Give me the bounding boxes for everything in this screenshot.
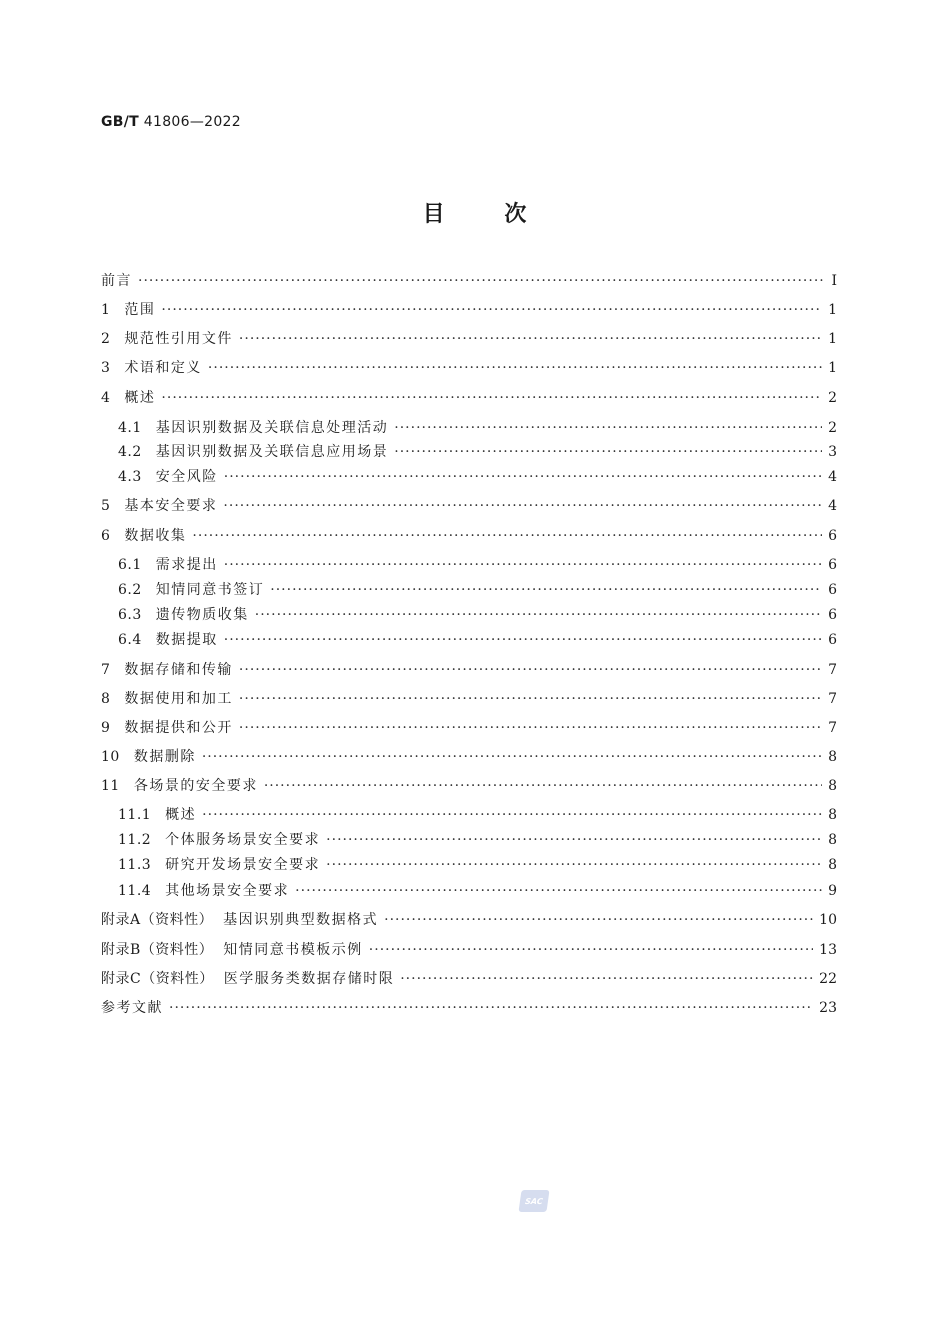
toc-entry-title: 医学服务类数据存储时限 [223,971,395,987]
toc-entry-page: 3 [828,444,837,460]
toc-entry-title: 需求提出 [155,557,218,573]
toc-entry[interactable] [118,804,837,824]
toc-entry-page: 4 [828,498,837,514]
toc-entry-title: 知情同意书模板示例 [223,942,363,958]
toc-entry-title: 术语和定义 [124,360,202,376]
standard-code: 41806—2022 [143,114,241,130]
toc-entry[interactable] [118,854,837,874]
toc-entry-number: 4.2 [118,444,142,460]
toc-entry-title: 安全风险 [155,469,218,485]
logo-text: SAC [524,1196,544,1206]
toc-entry-title: 数据提取 [155,632,218,648]
toc-entry-page: 6 [828,582,837,598]
toc-entry[interactable] [101,659,837,679]
dot-leader [223,498,822,514]
toc-entry-number: 6.1 [118,557,142,573]
dot-leader [224,632,822,648]
toc-entry-number: 10 [101,749,120,765]
toc-entry-page: 7 [828,691,837,707]
toc-entry-page: 1 [828,331,837,347]
dot-leader [202,749,822,765]
toc-entry-title: 参考文献 [101,1000,163,1016]
toc-entry[interactable] [101,688,837,708]
toc-entry[interactable] [101,357,837,377]
toc-entry-title: 范围 [124,302,156,318]
toc-entry[interactable] [101,746,837,766]
dot-leader [400,971,813,987]
toc-entry-title: 基本安全要求 [124,498,218,514]
dot-leader [239,720,822,736]
toc-entry[interactable] [101,299,837,319]
toc-entry[interactable] [101,775,837,795]
dot-leader [169,1000,813,1016]
toc-entry-title: 个体服务场景安全要求 [165,832,321,848]
toc-entry-number: 6 [101,528,111,544]
toc-entry-title: 数据提供和公开 [124,720,233,736]
toc-entry[interactable] [101,525,837,545]
toc-entry-number: 2 [101,331,111,347]
toc-entry[interactable] [101,717,837,737]
toc-entry-page: 6 [828,557,837,573]
toc-entry-page: 8 [828,832,837,848]
toc-entry-page: 9 [828,883,837,899]
dot-leader [394,420,822,436]
toc-entry-number: 1 [101,302,111,318]
toc-entry-number: 11.1 [118,807,152,823]
standard-prefix: GB/T [101,114,140,130]
toc-entry[interactable] [118,629,837,649]
toc-entry-title: 遗传物质收集 [155,607,249,623]
dot-leader [394,444,822,460]
toc-entry-title: 研究开发场景安全要求 [165,857,321,873]
dot-leader [255,607,822,623]
toc-entry-number: 4.3 [118,469,142,485]
toc-entry-page: 2 [828,420,837,436]
toc-entry-page: 13 [819,942,837,958]
dot-leader [270,582,822,598]
toc-entry-number: 6.4 [118,632,142,648]
toc-entry[interactable] [101,495,837,515]
toc-entry-title: 基因识别数据及关联信息处理活动 [155,420,389,436]
toc-entry-number: 11.4 [118,883,152,899]
toc-entry[interactable] [118,829,837,849]
toc-entry-page: 8 [828,749,837,765]
toc-entry-title: 概述 [124,390,156,406]
toc-entry-page: 1 [828,360,837,376]
toc-entry[interactable] [118,579,837,599]
toc-entry-title: 概述 [165,807,197,823]
toc-entry-page: 4 [828,469,837,485]
dot-leader [161,302,822,318]
toc-entry-page: 1 [828,302,837,318]
toc-entry-page: 10 [819,912,837,928]
toc-entry[interactable] [101,270,837,290]
dot-leader [239,331,822,347]
toc-entry-title: 规范性引用文件 [124,331,233,347]
toc-entry-title: 基因识别典型数据格式 [223,912,379,928]
toc-entry[interactable] [118,417,837,437]
dot-leader [192,528,822,544]
dot-leader [326,832,822,848]
dot-leader [384,912,813,928]
toc-entry-page: 2 [828,390,837,406]
toc-entry-number: 11 [101,778,120,794]
dot-leader [239,691,822,707]
dot-leader [295,883,822,899]
toc-entry-page: 6 [828,607,837,623]
toc-entry-number: 7 [101,662,111,678]
dot-leader [224,557,822,573]
toc-entry-number: 4 [101,390,111,406]
toc-entry[interactable] [118,554,837,574]
toc-entry-number: 附录A（资料性） [101,912,214,928]
toc-entry-page: 7 [828,720,837,736]
toc-entry-number: 6.3 [118,607,142,623]
toc-entry-title: 知情同意书签订 [155,582,265,598]
toc-entry-title: 数据使用和加工 [124,691,233,707]
toc-entry-number: 5 [101,498,111,514]
toc-entry-page: Ⅰ [831,273,837,289]
toc-entry-title: 数据存储和传输 [124,662,233,678]
toc-entry-title: 各场景的安全要求 [133,778,258,794]
toc-entry-title: 其他场景安全要求 [165,883,290,899]
toc-entry-page: 6 [828,528,837,544]
toc-entry-number: 6.2 [118,582,142,598]
standard-number [101,114,241,130]
toc-entry-title: 数据删除 [133,749,196,765]
toc-entry-page: 22 [819,971,837,987]
page-title: 目 次 [422,202,528,227]
toc-entry-number: 8 [101,691,111,707]
toc-entry-number: 11.3 [118,857,152,873]
toc-entry[interactable] [118,466,837,486]
dot-leader [138,273,823,289]
toc-entry[interactable] [118,880,837,900]
toc-entry-page: 6 [828,632,837,648]
toc-entry-number: 3 [101,360,111,376]
dot-leader [161,390,822,406]
toc-entry[interactable] [118,441,837,461]
toc-entry-page: 8 [828,807,837,823]
toc-entry-number: 11.2 [118,832,152,848]
dot-leader [224,469,822,485]
dot-leader [326,857,822,873]
toc-entry-title: 数据收集 [124,528,187,544]
toc-entry-number: 4.1 [118,420,142,436]
dot-leader [208,360,822,376]
toc-entry-number: 附录C（资料性） [101,971,214,987]
toc-entry-page: 7 [828,662,837,678]
toc-entry-number: 9 [101,720,111,736]
toc-entry[interactable] [101,909,837,929]
toc-entry[interactable] [101,968,837,988]
toc-entry[interactable] [101,387,837,407]
toc-entry[interactable] [101,328,837,348]
dot-leader [239,662,822,678]
toc-entry-page: 8 [828,857,837,873]
dot-leader [202,807,822,823]
toc-entry-title: 前言 [101,273,132,289]
toc-entry-page: 8 [828,778,837,794]
sac-logo-icon [518,1190,549,1212]
toc-entry-number: 附录B（资料性） [101,942,214,958]
toc-entry[interactable] [118,604,837,624]
dot-leader [264,778,822,794]
toc-entry[interactable] [101,939,837,959]
dot-leader [369,942,813,958]
toc-entry[interactable] [101,997,837,1017]
toc-entry-page: 23 [819,1000,837,1016]
toc-entry-title: 基因识别数据及关联信息应用场景 [155,444,389,460]
